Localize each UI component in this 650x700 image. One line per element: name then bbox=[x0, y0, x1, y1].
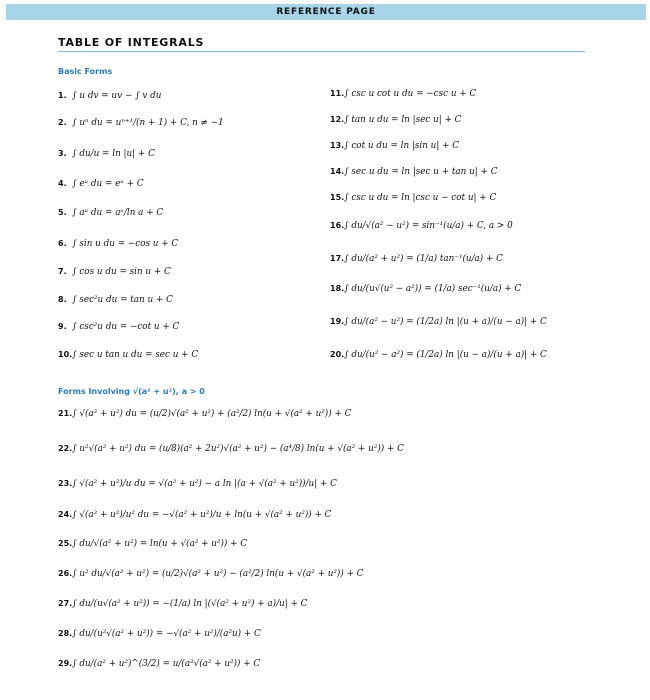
formula-expression: ∫ √(a² + u²)/u² du = −√(a² + u²)/u + ln(u + √(a² + u²)) + C bbox=[72, 510, 332, 520]
formula-expression: ∫ du/(u²√(a² + u²)) = −√(a² + u²)/(a²u) + C bbox=[72, 629, 261, 639]
formula-expression: ∫ du/(a² − u²) = (1/2a) ln |(u + a)/(u − a)| + C bbox=[344, 317, 547, 327]
formula-19 bbox=[330, 318, 547, 327]
formula-number: 17. bbox=[330, 254, 345, 263]
title-underline bbox=[58, 51, 585, 52]
formula-expression: ∫ du/(u√(a² + u²)) = −(1/a) ln |(√(a² + u²) + a)/u| + C bbox=[72, 599, 308, 609]
formula-expression: ∫ uⁿ du = uⁿ⁺¹/(n + 1) + C, n ≠ −1 bbox=[72, 118, 224, 128]
formula-7 bbox=[58, 268, 171, 277]
formula-number: 4. bbox=[58, 179, 67, 188]
formula-number: 19. bbox=[330, 317, 345, 326]
formula-16 bbox=[330, 222, 513, 231]
formula-21 bbox=[58, 410, 351, 419]
formula-22 bbox=[58, 445, 404, 454]
section-sqrt-forms: Forms Involving √(a² + u²), a > 0 bbox=[58, 387, 205, 396]
formula-expression: ∫ du/(a² + u²) = (1/a) tan⁻¹(u/a) + C bbox=[344, 254, 503, 264]
formula-expression: ∫ du/(u√(u² − a²)) = (1/a) sec⁻¹(u/a) + C bbox=[344, 284, 522, 294]
formula-6 bbox=[58, 240, 178, 249]
formula-number: 10. bbox=[58, 350, 73, 359]
formula-expression: ∫ du/(a² + u²)^(3/2) = u/(a²√(a² + u²)) + C bbox=[72, 659, 261, 669]
formula-expression: ∫ sec u tan u du = sec u + C bbox=[72, 350, 199, 360]
formula-expression: ∫ u²√(a² + u²) du = (u/8)(a² + 2u²)√(a² + u²) − (a⁴/8) ln(u + √(a² + u²)) + C bbox=[72, 444, 404, 454]
formula-expression: ∫ eᵘ du = eᵘ + C bbox=[72, 179, 144, 189]
formula-number: 12. bbox=[330, 115, 345, 124]
section-basic-forms: Basic Forms bbox=[58, 67, 113, 76]
formula-expression: ∫ csc²u du = −cot u + C bbox=[72, 322, 180, 332]
formula-expression: ∫ cos u du = sin u + C bbox=[72, 267, 171, 277]
formula-number: 11. bbox=[330, 89, 345, 98]
formula-expression: ∫ aᵘ du = aᵘ/ln a + C bbox=[72, 208, 164, 218]
formula-number: 22. bbox=[58, 444, 73, 453]
formula-13 bbox=[330, 142, 459, 151]
formula-number: 16. bbox=[330, 221, 345, 230]
formula-expression: ∫ du/√(a² + u²) = ln(u + √(a² + u²)) + C bbox=[72, 539, 248, 549]
formula-number: 26. bbox=[58, 569, 73, 578]
formula-number: 14. bbox=[330, 167, 345, 176]
formula-8 bbox=[58, 296, 173, 305]
formula-number: 25. bbox=[58, 539, 73, 548]
formula-27 bbox=[58, 600, 307, 609]
formula-expression: ∫ sec²u du = tan u + C bbox=[72, 295, 173, 305]
formula-number: 23. bbox=[58, 479, 73, 488]
formula-29 bbox=[58, 660, 260, 669]
formula-26 bbox=[58, 570, 364, 579]
formula-expression: ∫ du/√(a² − u²) = sin⁻¹(u/a) + C, a > 0 bbox=[344, 221, 513, 231]
formula-expression: ∫ du/(u² − a²) = (1/2a) ln |(u − a)/(u + a)| + C bbox=[344, 350, 547, 360]
formula-4 bbox=[58, 180, 144, 189]
formula-number: 1. bbox=[58, 91, 67, 100]
formula-number: 13. bbox=[330, 141, 345, 150]
formula-number: 18. bbox=[330, 284, 345, 293]
formula-expression: ∫ du/u = ln |u| + C bbox=[72, 149, 155, 159]
formula-expression: ∫ u dv = uv − ∫ v du bbox=[72, 91, 162, 101]
formula-number: 15. bbox=[330, 193, 345, 202]
formula-expression: ∫ tan u du = ln |sec u| + C bbox=[344, 115, 462, 125]
formula-number: 29. bbox=[58, 659, 73, 668]
formula-24 bbox=[58, 511, 331, 520]
formula-1 bbox=[58, 92, 161, 101]
formula-2 bbox=[58, 119, 224, 128]
formula-expression: ∫ √(a² + u²) du = (u/2)√(a² + u²) + (a²/2) ln(u + √(a² + u²)) + C bbox=[72, 409, 352, 419]
formula-number: 2. bbox=[58, 118, 67, 127]
formula-9 bbox=[58, 323, 179, 332]
formula-expression: ∫ cot u du = ln |sin u| + C bbox=[344, 141, 460, 151]
formula-number: 20. bbox=[330, 350, 345, 359]
formula-expression: ∫ sec u du = ln |sec u + tan u| + C bbox=[344, 167, 498, 177]
formula-15 bbox=[330, 194, 496, 203]
formula-3 bbox=[58, 150, 155, 159]
formula-number: 7. bbox=[58, 267, 67, 276]
formula-expression: ∫ √(a² + u²)/u du = √(a² + u²) − a ln |(a + √(a² + u²))/u| + C bbox=[72, 479, 337, 489]
formula-18 bbox=[330, 285, 521, 294]
formula-number: 3. bbox=[58, 149, 67, 158]
formula-number: 9. bbox=[58, 322, 67, 331]
formula-14 bbox=[330, 168, 497, 177]
formula-number: 24. bbox=[58, 510, 73, 519]
formula-10 bbox=[58, 351, 198, 360]
formula-number: 8. bbox=[58, 295, 67, 304]
formula-23 bbox=[58, 480, 337, 489]
formula-17 bbox=[330, 255, 503, 264]
formula-number: 6. bbox=[58, 239, 67, 248]
reference-page-header: REFERENCE PAGE bbox=[6, 4, 646, 20]
formula-number: 27. bbox=[58, 599, 73, 608]
formula-number: 21. bbox=[58, 409, 73, 418]
formula-11 bbox=[330, 90, 476, 99]
formula-12 bbox=[330, 116, 461, 125]
formula-number: 5. bbox=[58, 208, 67, 217]
formula-5 bbox=[58, 209, 163, 218]
formula-expression: ∫ u² du/√(a² + u²) = (u/2)√(a² + u²) − (a²/2) ln(u + √(a² + u²)) + C bbox=[72, 569, 364, 579]
formula-expression: ∫ sin u du = −cos u + C bbox=[72, 239, 179, 249]
formula-number: 28. bbox=[58, 629, 73, 638]
formula-25 bbox=[58, 540, 247, 549]
formula-expression: ∫ csc u cot u du = −csc u + C bbox=[344, 89, 477, 99]
formula-28 bbox=[58, 630, 261, 639]
formula-expression: ∫ csc u du = ln |csc u − cot u| + C bbox=[344, 193, 497, 203]
formula-20 bbox=[330, 351, 547, 360]
page-title: TABLE OF INTEGRALS bbox=[58, 36, 205, 49]
